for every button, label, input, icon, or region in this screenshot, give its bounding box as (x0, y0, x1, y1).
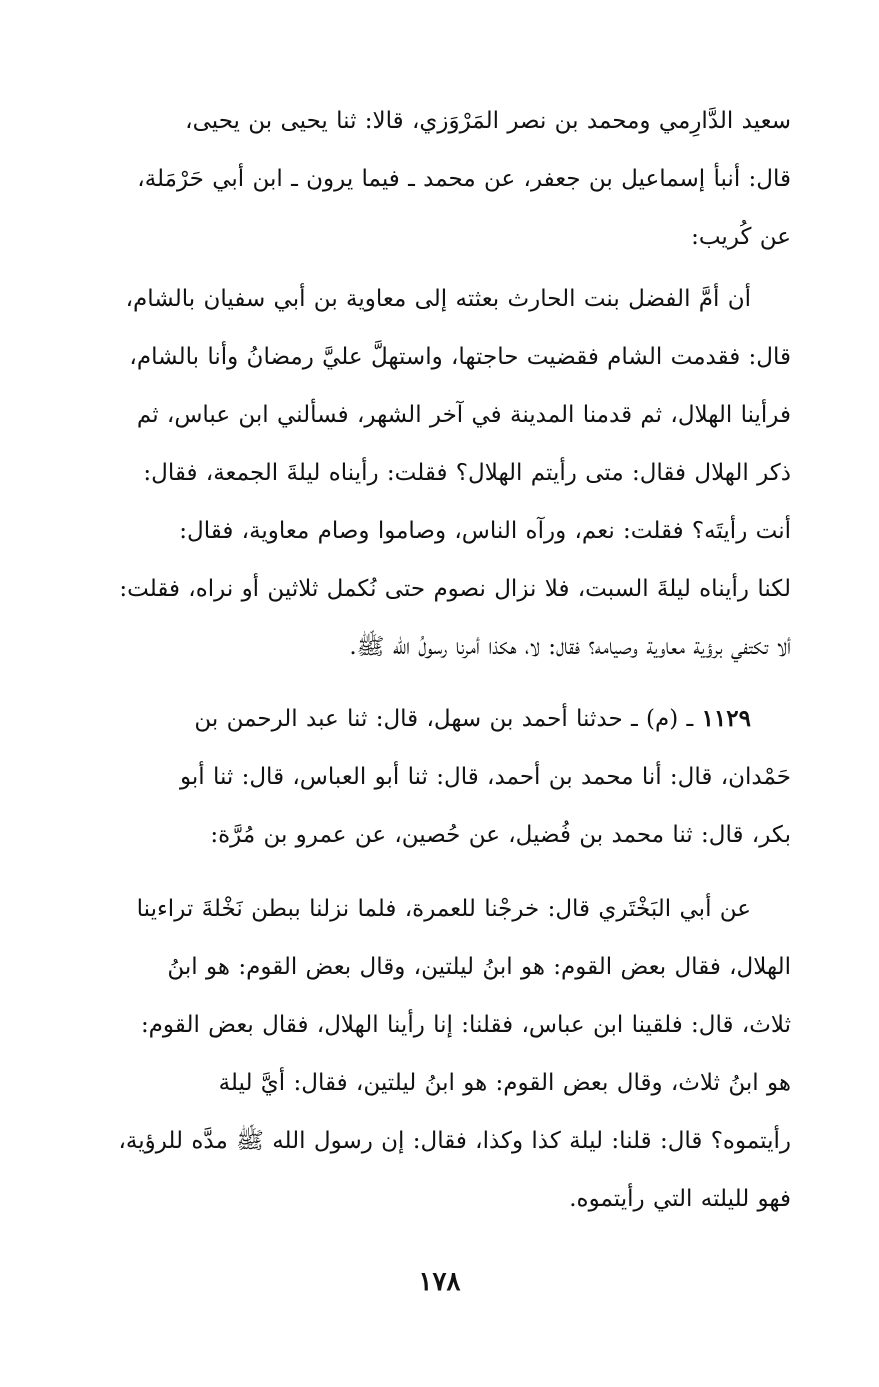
text-line: بكر، قال: ثنا محمد بن فُضيل، عن حُصين، عن عمرو بن مُرَّة: (210, 822, 791, 848)
matn-paragraph-1 (81, 270, 791, 676)
text-line: أن أمَّ الفضل بنت الحارث بعثته إلى معاوية بن أبي سفيان بالشام، (125, 286, 751, 312)
text-line: فهو لليلته التي رأيتموه. (569, 1186, 791, 1212)
isnad-paragraph-1 (81, 92, 791, 266)
text-line: رأيتموه؟ قال: قلنا: ليلة كذا وكذا، فقال: إن رسول الله ﷺ مدَّه للرؤية، (118, 1128, 791, 1154)
hadith-number: ١١٢٩ (701, 705, 751, 732)
text-line: هو ابنُ ثلاث، وقال بعض القوم: هو ابنُ ليلتين، فقال: أيَّ ليلة (218, 1070, 791, 1096)
page-number: ١٧٨ (418, 1267, 461, 1297)
text-line-rest: ـ (م) ـ حدثنا أحمد بن سهل، قال: ثنا عبد الرحمن بن (194, 706, 702, 732)
text-line: ألا تكتفي برؤية معاوية وصيامه؟ فقال: لا، هكذا أمرنا رسولُ الله ﷺ. (349, 634, 791, 660)
text-line: قال: أنبأ إسماعيل بن جعفر، عن محمد ـ فيما يرون ـ ابن أبي حَرْمَلة، (137, 166, 791, 192)
text-line: ذكر الهلال فقال: متى رأيتم الهلال؟ فقلت: رأيناه ليلةَ الجمعة، فقال: (143, 460, 791, 486)
isnad-paragraph-2 (81, 690, 791, 864)
text-line: سعيد الدَّارِمي ومحمد بن نصر المَرْوَزي، قالا: ثنا يحيى بن يحيى، (185, 108, 791, 134)
text-line: قال: فقدمت الشام فقضيت حاجتها، واستهلَّ عليَّ رمضانُ وأنا بالشام، (129, 344, 791, 370)
text-line (81, 690, 791, 748)
text-line: فرأينا الهلال، ثم قدمنا المدينة في آخر الشهر، فسألني ابن عباس، ثم (136, 402, 791, 428)
text-line: الهلال، فقال بعض القوم: هو ابنُ ليلتين، وقال بعض القوم: هو ابنُ (167, 954, 791, 980)
text-line: عن كُريب: (691, 224, 791, 250)
text-line: ثلاث، قال: فلقينا ابن عباس، فقلنا: إنا رأينا الهلال، فقال بعض القوم: (140, 1012, 791, 1038)
text-line: حَمْدان، قال: أنا محمد بن أحمد، قال: ثنا أبو العباس، قال: ثنا أبو (179, 764, 791, 790)
text-line: عن أبي البَخْتَري قال: خرجْنا للعمرة، فلما نزلنا ببطن نَخْلةَ تراءينا (136, 896, 751, 922)
text-line: أنت رأيتَه؟ فقلت: نعم، ورآه الناس، وصاموا وصام معاوية، فقال: (179, 518, 791, 544)
text-line: لكنا رأيناه ليلةَ السبت، فلا نزال نصوم حتى نُكمل ثلاثين أو نراه، فقلت: (119, 576, 791, 602)
matn-paragraph-2 (81, 880, 791, 1228)
